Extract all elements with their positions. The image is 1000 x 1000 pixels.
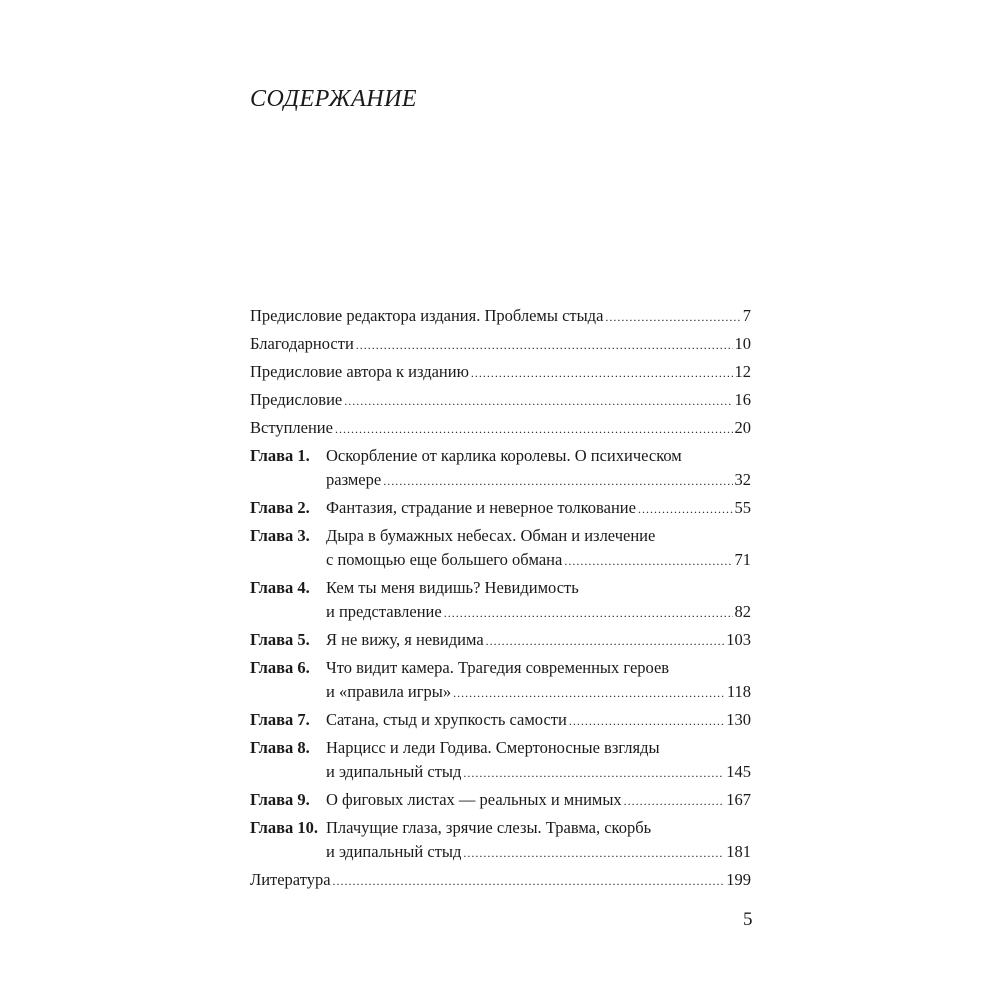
toc-page-number: 32	[734, 470, 751, 489]
toc-entry-body	[250, 388, 751, 413]
toc-entry-body	[326, 656, 751, 705]
toc-page-number: 10	[734, 334, 751, 353]
toc-entry-body	[326, 524, 751, 573]
toc-line	[326, 524, 751, 548]
toc-entry-body	[250, 360, 751, 385]
toc-line	[250, 388, 751, 413]
toc-page-number: 118	[726, 682, 751, 701]
toc-entry	[250, 332, 751, 357]
toc-entry-title: размере	[326, 470, 382, 489]
toc-line	[250, 332, 751, 357]
toc-line	[326, 680, 751, 705]
toc-entry	[250, 576, 751, 625]
toc-entry	[250, 496, 751, 521]
toc-entry	[250, 388, 751, 413]
dot-leader	[605, 305, 740, 329]
toc-line	[250, 868, 751, 893]
toc-entry	[250, 736, 751, 785]
dot-leader	[463, 841, 724, 865]
toc-line	[326, 444, 751, 468]
page-title: СОДЕРЖАНИЕ	[250, 86, 418, 112]
toc-line	[250, 416, 751, 441]
toc-line	[326, 840, 751, 865]
toc-line	[326, 576, 751, 600]
toc-entry-title: и эдипальный стыд	[326, 762, 462, 781]
toc-entry-title: Предисловие	[250, 390, 343, 409]
toc-page-number: 16	[734, 390, 751, 409]
dot-leader	[335, 417, 733, 441]
toc-entry-title: Благодарности	[250, 334, 354, 353]
toc-entry-title: с помощью еще большего обмана	[326, 550, 563, 569]
dot-leader	[569, 709, 724, 733]
dot-leader	[486, 629, 725, 653]
chapter-label: Глава 6.	[250, 658, 310, 677]
toc-entry-title: и эдипальный стыд	[326, 842, 462, 861]
toc-entry-title: Нарцисс и леди Годива. Смертоносные взгляды	[326, 738, 660, 757]
page-number: 5	[743, 909, 753, 930]
chapter-label: Глава 4.	[250, 578, 310, 597]
toc-entry-title: и «правила игры»	[326, 682, 452, 701]
toc-page-number: 167	[726, 790, 751, 809]
toc-entry	[250, 444, 751, 493]
chapter-label: Глава 1.	[250, 446, 310, 465]
toc-entry-title: Фантазия, страдание и неверное толкование	[326, 498, 636, 517]
toc-entry-title: Дыра в бумажных небесах. Обман и излечение	[326, 526, 656, 545]
toc-line	[250, 360, 751, 385]
toc-page-number: 181	[726, 842, 751, 861]
toc-page-number: 55	[734, 498, 751, 517]
toc-entry-body	[250, 304, 751, 329]
chapter-label: Глава 9.	[250, 790, 310, 809]
toc-entry-body	[250, 332, 751, 357]
toc-page-number: 20	[734, 418, 751, 437]
dot-leader	[638, 497, 733, 521]
toc-page-number: 199	[726, 870, 751, 889]
chapter-label: Глава 5.	[250, 630, 310, 649]
toc-entry	[250, 416, 751, 441]
toc-entry	[250, 708, 751, 733]
toc-line	[326, 468, 751, 493]
toc-entry-body	[326, 444, 751, 493]
toc-entry	[250, 868, 751, 893]
toc-entry	[250, 304, 751, 329]
dot-leader	[444, 601, 733, 625]
chapter-label: Глава 7.	[250, 710, 310, 729]
dot-leader	[344, 389, 732, 413]
toc-entry-body	[326, 736, 751, 785]
toc-entry-body	[326, 628, 751, 653]
toc-page-number: 7	[742, 306, 751, 325]
toc-entry-body	[250, 868, 751, 893]
toc-entry-title: Литература	[250, 870, 331, 889]
toc-page-number: 145	[726, 762, 751, 781]
dot-leader	[624, 789, 725, 813]
toc-entry-title: Я не вижу, я невидима	[326, 630, 484, 649]
toc-entry-body	[250, 416, 751, 441]
toc-entry-title: О фиговых листах — реальных и мнимых	[326, 790, 622, 809]
toc-line	[326, 548, 751, 573]
toc-entry-title: Что видит камера. Трагедия современных героев	[326, 658, 670, 677]
dot-leader	[471, 361, 733, 385]
toc-entry-title: и представление	[326, 602, 442, 621]
toc-entry	[250, 656, 751, 705]
dot-leader	[356, 333, 733, 357]
toc-page-number: 12	[734, 362, 751, 381]
toc-line	[326, 788, 751, 813]
dot-leader	[333, 869, 725, 893]
toc-entry-body	[326, 576, 751, 625]
toc-entry	[250, 628, 751, 653]
chapter-label: Глава 8.	[250, 738, 310, 757]
toc-entry-body	[326, 788, 751, 813]
toc-entry	[250, 816, 751, 865]
toc-entry	[250, 524, 751, 573]
table-of-contents	[250, 304, 751, 896]
toc-line	[326, 628, 751, 653]
toc-entry-title: Предисловие редактора издания. Проблемы стыда	[250, 306, 604, 325]
dot-leader	[564, 549, 732, 573]
toc-entry-body	[326, 708, 751, 733]
toc-line	[326, 736, 751, 760]
toc-page-number: 82	[734, 602, 751, 621]
toc-entry-title: Кем ты меня видишь? Невидимость	[326, 578, 579, 597]
toc-line	[326, 760, 751, 785]
toc-entry-title: Плачущие глаза, зрячие слезы. Травма, скорбь	[326, 818, 652, 837]
toc-page-number: 130	[726, 710, 751, 729]
toc-entry-title: Оскорбление от карлика королевы. О психическом	[326, 446, 682, 465]
toc-line	[326, 816, 751, 840]
toc-entry-body	[326, 816, 751, 865]
toc-line	[326, 708, 751, 733]
toc-page-number: 71	[734, 550, 751, 569]
toc-entry	[250, 788, 751, 813]
toc-entry-title: Предисловие автора к изданию	[250, 362, 469, 381]
dot-leader	[463, 761, 724, 785]
toc-line	[326, 656, 751, 680]
toc-entry	[250, 360, 751, 385]
toc-entry-title: Сатана, стыд и хрупкость самости	[326, 710, 567, 729]
chapter-label: Глава 10.	[250, 818, 319, 837]
dot-leader	[453, 681, 725, 705]
toc-line	[326, 600, 751, 625]
chapter-label: Глава 2.	[250, 498, 310, 517]
toc-line	[326, 496, 751, 521]
toc-entry-body	[326, 496, 751, 521]
chapter-label: Глава 3.	[250, 526, 310, 545]
toc-line	[250, 304, 751, 329]
toc-page-number: 103	[726, 630, 751, 649]
toc-entry-title: Вступление	[250, 418, 333, 437]
dot-leader	[383, 469, 732, 493]
